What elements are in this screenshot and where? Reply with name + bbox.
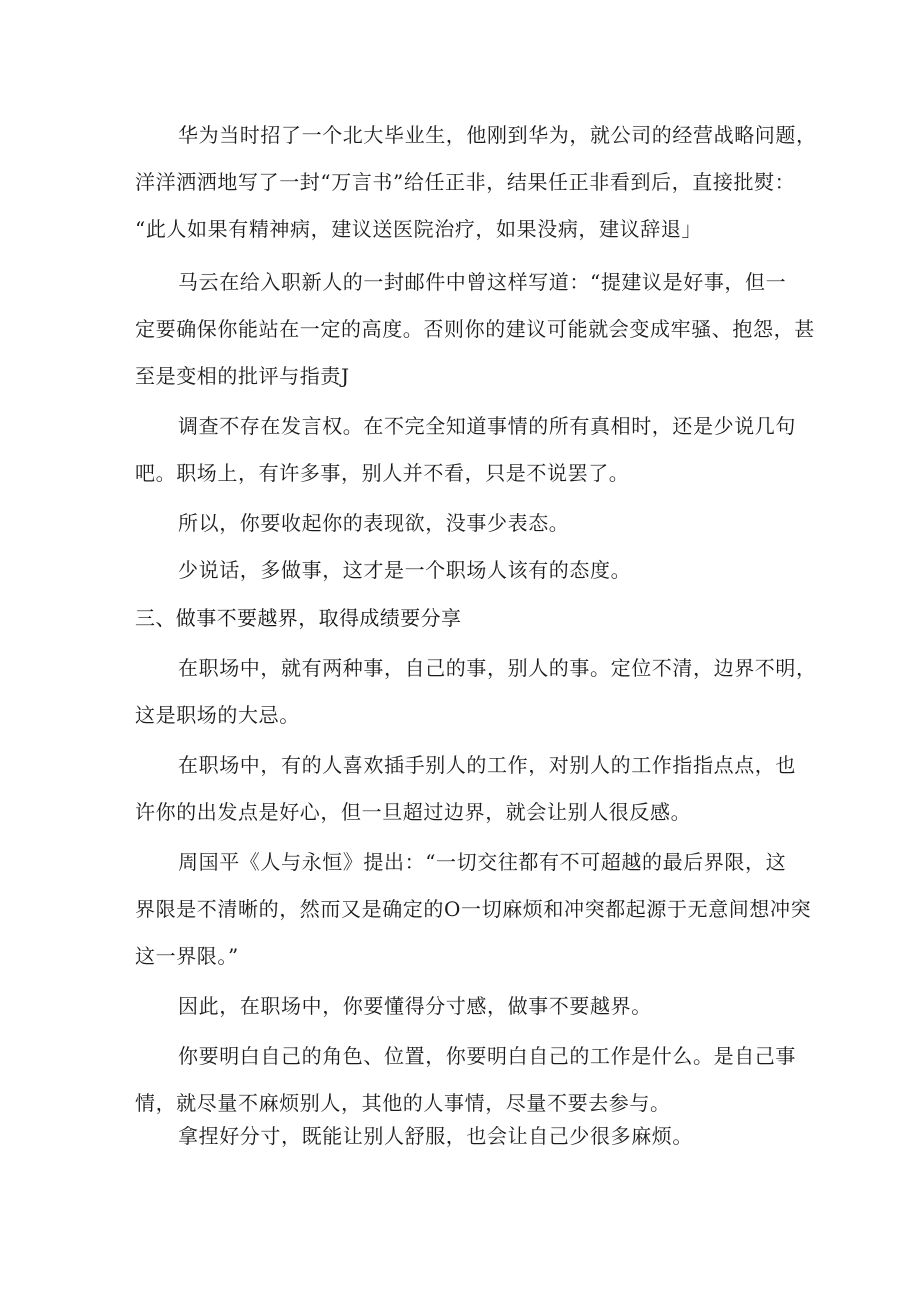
section-paragraph-3-line-3: 这一界限。”: [135, 944, 239, 968]
section-paragraph-5-line-2: 情，就尽量不麻烦别人，其他的人事情，尽量不要去参与。: [135, 1091, 671, 1115]
paragraph-3-line-2: 吧。职场上，有许多事，别人并不看，只是不说罢了。: [135, 461, 630, 485]
section-paragraph-2-line-1: 在职场中，有的人喜欢插手别人的工作，对别人的工作指指点点，也: [178, 753, 796, 777]
section-paragraph-5-line-3: 拿捏好分寸，既能让别人舒服，也会让自己少很多麻烦。: [178, 1124, 693, 1148]
section-paragraph-1-line-2: 这是职场的大忌。: [135, 703, 300, 727]
paragraph-5-line-1: 少说话，多做事，这才是一个职场人该有的态度。: [178, 558, 632, 582]
paragraph-2-line-2: 定要确保你能站在一定的高度。否则你的建议可能就会变成牢骚、抱怨，甚: [135, 317, 815, 341]
section-paragraph-3-line-1: 周国平《人与永恒》提出：“一切交往都有不可超越的最后界限，这: [178, 850, 787, 874]
paragraph-3-line-1: 调查不存在发言权。在不完全知道事情的所有真相时，还是少说几句: [178, 414, 796, 438]
paragraph-4-line-1: 所以，你要收起你的表现欲，没事少表态。: [178, 511, 570, 535]
section-heading: 三、做事不要越界，取得成绩要分享: [135, 606, 462, 630]
section-paragraph-5-line-1: 你要明白自己的角色、位置，你要明白自己的工作是什么。是自己事: [178, 1044, 796, 1068]
section-paragraph-3-line-2: 界限是不清晰的，然而又是确定的O一切麻烦和冲突都起源于无意间想冲突: [135, 897, 812, 921]
section-paragraph-2-line-2: 许你的出发点是好心，但一旦超过边界，就会让别人很反感。: [135, 800, 692, 824]
paragraph-1-line-3: “此人如果有精神病，建议送医院治疗，如果没病，建议辞退」: [135, 217, 703, 241]
section-paragraph-1-line-1: 在职场中，就有两种事，自己的事，别人的事。定位不清，边界不明，: [178, 656, 817, 680]
paragraph-2-line-1: 马云在给入职新人的一封邮件中曾这样写道：“提建议是好事，但一: [178, 270, 787, 294]
section-paragraph-4-line-1: 因此，在职场中，你要懂得分寸感，做事不要越界。: [178, 994, 652, 1018]
paragraph-2-line-3: 至是变相的批评与指责J: [135, 364, 350, 388]
paragraph-1-line-1: 华为当时招了一个北大毕业生，他刚到华为，就公司的经营战略问题，: [178, 123, 817, 147]
paragraph-1-line-2: 洋洋洒洒地写了一封“万言书”给任正非，结果任正非看到后，直接批熨：: [135, 170, 796, 194]
